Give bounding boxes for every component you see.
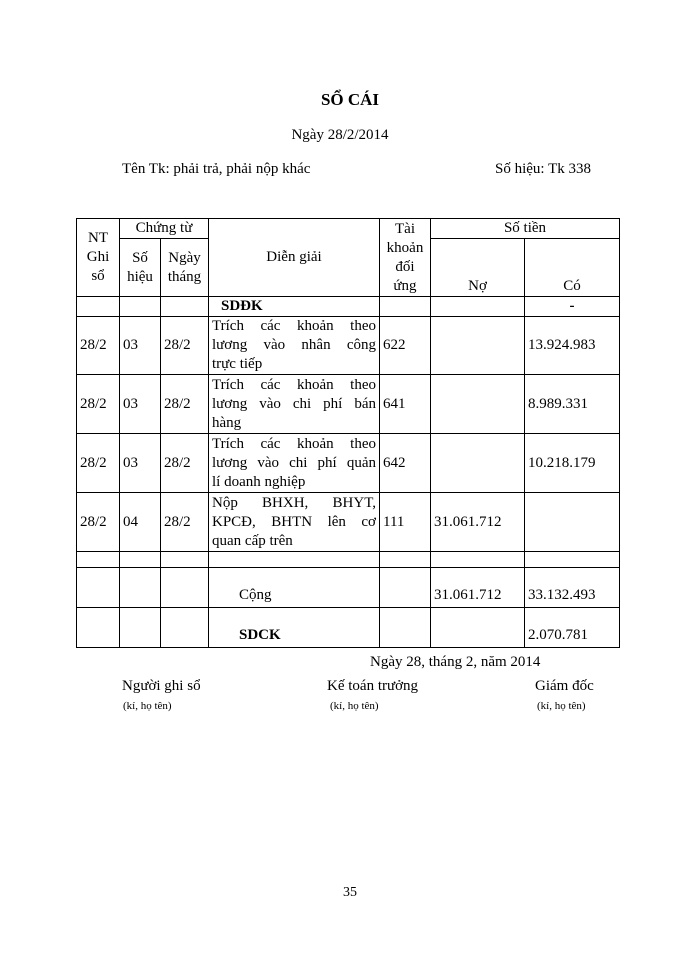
header-so-tien: Số tiền [431,219,620,239]
header-chung-tu: Chứng từ [120,219,209,239]
row-no [431,434,525,493]
table-row [77,317,620,375]
signature-date: Ngày 28, tháng 2, năm 2014 [370,654,541,670]
header-ngay-thang: Ngày tháng [161,239,209,297]
ledger-date: Ngày 28/2/2014 [291,127,389,143]
table-row [77,434,620,493]
closing-label: SDCK [209,608,380,648]
blank-row [77,552,620,568]
ledger-table [76,218,620,648]
signer-chief-accountant-note: (kí, họ tên) [330,700,379,712]
row-date: 28/2 [77,317,120,375]
account-name: Tên Tk: phải trả, phải nộp khác [122,161,311,177]
total-co: 33.132.493 [525,568,620,608]
header-dien-giai: Diễn giải [209,219,380,297]
total-no: 31.061.712 [431,568,525,608]
row-date: 28/2 [77,493,120,552]
row-ngay: 28/2 [161,317,209,375]
row-desc: Trích các khoản theo lương vào nhân công trực tiếp [209,317,380,375]
opening-balance-row [77,297,620,317]
row-date: 28/2 [77,375,120,434]
row-ngay: 28/2 [161,493,209,552]
total-row [77,568,620,608]
row-tk: 622 [380,317,431,375]
signer-recorder-note: (kí, họ tên) [123,700,172,712]
header-tk-doi-ung: Tài khoản đối ứng [380,219,431,297]
row-ngay: 28/2 [161,375,209,434]
account-number: Số hiệu: Tk 338 [495,161,591,177]
opening-label: SDĐK [209,297,380,317]
row-co: 8.989.331 [525,375,620,434]
signer-director: Giám đốc [535,678,594,694]
opening-co: - [525,297,620,317]
row-ngay: 28/2 [161,434,209,493]
row-so-hieu: 04 [120,493,161,552]
row-desc: Trích các khoản theo lương vào chi phí bán hàng [209,375,380,434]
closing-co: 2.070.781 [525,608,620,648]
row-no [431,317,525,375]
closing-balance-row [77,608,620,648]
signer-chief-accountant: Kế toán trưởng [327,678,419,694]
signer-director-note: (kí, họ tên) [537,700,586,712]
header-co: Có [525,239,620,297]
row-no: 31.061.712 [431,493,525,552]
row-tk: 641 [380,375,431,434]
row-co: 13.924.983 [525,317,620,375]
header-nt-ghi-so: NT Ghi sổ [77,219,120,297]
signer-recorder: Người ghi sổ [122,678,201,694]
row-desc: Trích các khoản theo lương vào chi phí quản lí doanh nghiệp [209,434,380,493]
page-title: SỔ CÁI [320,90,380,109]
row-co [525,493,620,552]
row-co: 10.218.179 [525,434,620,493]
header-so-hieu: Số hiệu [120,239,161,297]
row-so-hieu: 03 [120,375,161,434]
page-number: 35 [343,885,357,900]
table-row [77,375,620,434]
row-so-hieu: 03 [120,434,161,493]
table-row [77,493,620,552]
row-tk: 111 [380,493,431,552]
row-no [431,375,525,434]
header-no: Nợ [431,239,525,297]
row-desc: Nộp BHXH, BHYT, KPCĐ, BHTN lên cơ quan cấp trên [209,493,380,552]
row-tk: 642 [380,434,431,493]
row-so-hieu: 03 [120,317,161,375]
row-date: 28/2 [77,434,120,493]
total-label: Cộng [209,568,380,608]
